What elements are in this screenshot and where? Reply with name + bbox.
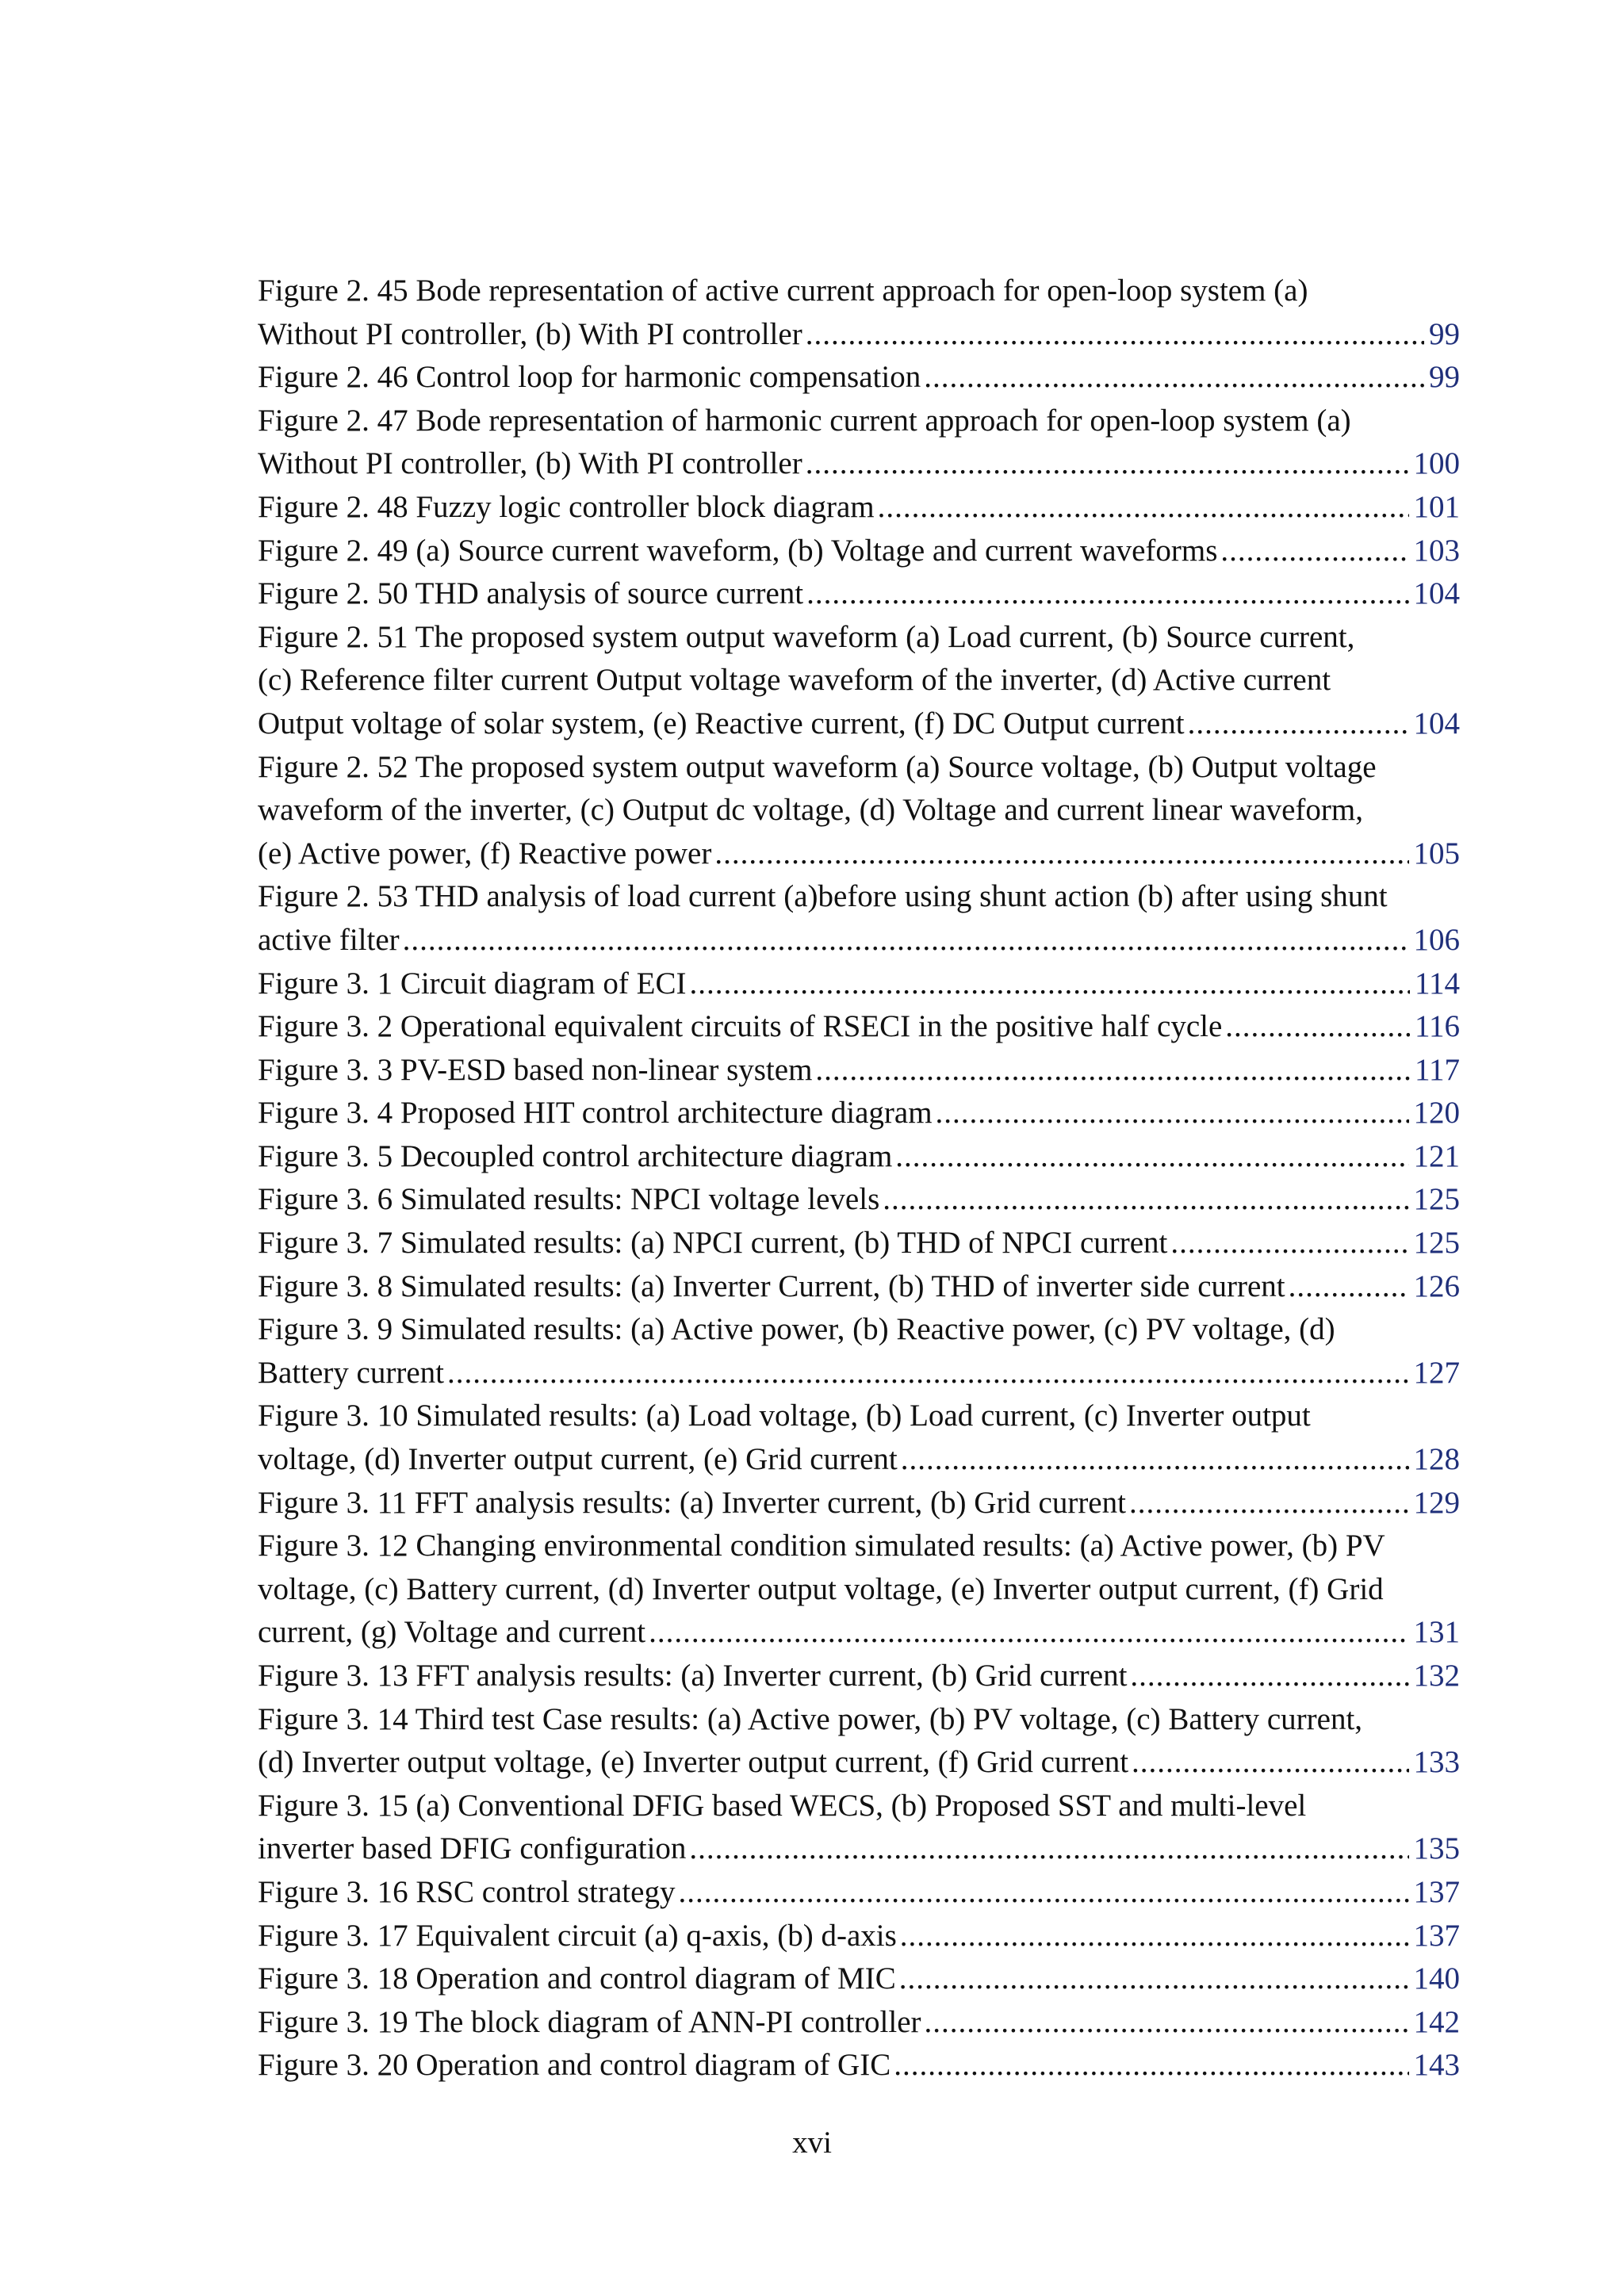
toc-entry-text: Figure 3. 7 Simulated results: (a) NPCI current, (b) THD of NPCI current <box>258 1226 1168 1261</box>
toc-page-link[interactable]: 135 <box>1413 1831 1460 1866</box>
toc-page-link[interactable]: 105 <box>1413 836 1460 871</box>
toc-entry-text: current, (g) Voltage and current <box>258 1615 646 1650</box>
dot-leader <box>1289 1265 1409 1309</box>
toc-entry-text: Figure 3. 13 FFT analysis results: (a) Inverter current, (b) Grid current <box>258 1659 1128 1693</box>
toc-entry-text: Figure 3. 15 (a) Conventional DFIG based WECS, (b) Proposed SST and multi-level <box>258 1788 1307 1823</box>
toc-entry-line <box>258 1222 1460 1265</box>
toc-entry-text: Figure 3. 18 Operation and control diagram of MIC <box>258 1961 896 1996</box>
toc-entry-text: active filter <box>258 922 400 957</box>
toc-entry-text: Figure 3. 14 Third test Case results: (a) Active power, (b) PV voltage, (c) Battery current, <box>258 1701 1363 1736</box>
toc-entry[interactable] <box>258 1308 1460 1395</box>
toc-entry-text: inverter based DFIG configuration <box>258 1831 687 1866</box>
toc-entry[interactable] <box>258 1655 1460 1698</box>
dot-leader <box>447 1352 1409 1395</box>
dot-leader <box>649 1611 1408 1655</box>
toc-entry-text: Battery current <box>258 1355 444 1390</box>
toc-entry-line <box>258 1395 1460 1438</box>
toc-page-link[interactable]: 103 <box>1413 533 1460 568</box>
toc-entry-text: Figure 2. 47 Bode representation of harmonic current approach for open-loop system (a) <box>258 403 1351 438</box>
toc-page-link[interactable]: 101 <box>1413 489 1460 524</box>
toc-entry-line <box>258 1135 1460 1179</box>
dot-leader <box>883 1178 1408 1222</box>
toc-entry-line <box>258 1785 1460 1828</box>
toc-page-link[interactable]: 133 <box>1413 1745 1460 1780</box>
toc-entry-text: voltage, (d) Inverter output current, (e) Grid current <box>258 1442 898 1477</box>
toc-entry-line <box>258 1698 1460 1742</box>
dot-leader <box>1225 1005 1410 1049</box>
toc-entry[interactable] <box>258 875 1460 962</box>
dot-leader <box>806 572 1408 616</box>
dot-leader <box>1130 1655 1408 1698</box>
toc-entry-text: Figure 3. 16 RSC control strategy <box>258 1874 676 1909</box>
dot-leader <box>1170 1222 1408 1265</box>
toc-entry-line <box>258 1178 1460 1222</box>
toc-entry[interactable] <box>258 1135 1460 1179</box>
toc-page-link[interactable]: 104 <box>1413 576 1460 611</box>
toc-entry-line <box>258 572 1460 616</box>
toc-entry-text: Figure 2. 53 THD analysis of load current (a)before using shunt action (b) after using shunt <box>258 879 1388 914</box>
toc-page-link[interactable]: 132 <box>1413 1659 1460 1693</box>
toc-entry-text: (d) Inverter output voltage, (e) Inverter output current, (f) Grid current <box>258 1745 1129 1780</box>
toc-entry[interactable] <box>258 486 1460 530</box>
toc-entry-line <box>258 313 1460 357</box>
toc-page-link[interactable]: 114 <box>1414 966 1460 1001</box>
toc-entry-text: Figure 3. 17 Equivalent circuit (a) q-axis, (b) d-axis <box>258 1918 897 1953</box>
toc-entry-line <box>258 702 1460 746</box>
toc-entry-text: Without PI controller, (b) With PI controller <box>258 446 802 481</box>
toc-entry-line <box>258 442 1460 486</box>
toc-entry[interactable] <box>258 1005 1460 1049</box>
toc-entry-line <box>258 789 1460 832</box>
toc-entry-text: Figure 3. 2 Operational equivalent circuits of RSECI in the positive half cycle <box>258 1009 1223 1044</box>
toc-entry-text: Figure 3. 10 Simulated results: (a) Load voltage, (b) Load current, (c) Inverter output <box>258 1399 1311 1433</box>
dot-leader <box>894 2044 1408 2087</box>
toc-page-link[interactable]: 126 <box>1413 1269 1460 1303</box>
dot-leader <box>1129 1482 1409 1525</box>
toc-entry-text: Output voltage of solar system, (e) Reactive current, (f) DC Output current <box>258 706 1185 740</box>
toc-entry-line <box>258 1308 1460 1352</box>
toc-entry-text: Figure 3. 8 Simulated results: (a) Inverter Current, (b) THD of inverter side current <box>258 1269 1285 1303</box>
toc-entry-line <box>258 919 1460 962</box>
toc-entry-text: Figure 3. 4 Proposed HIT control architecture diagram <box>258 1096 933 1131</box>
dot-leader <box>899 1957 1409 2001</box>
toc-entry[interactable] <box>258 530 1460 573</box>
toc-page-link[interactable]: 104 <box>1413 706 1460 740</box>
toc-page-link[interactable]: 125 <box>1413 1226 1460 1261</box>
toc-page-link[interactable]: 127 <box>1413 1355 1460 1390</box>
toc-entry-line <box>258 2001 1460 2045</box>
toc-entry[interactable] <box>258 1265 1460 1309</box>
dot-leader <box>900 1915 1409 1958</box>
list-of-figures <box>258 270 1460 2087</box>
toc-entry-text: Figure 2. 48 Fuzzy logic controller block diagram <box>258 489 875 524</box>
toc-entry-line <box>258 1049 1460 1093</box>
toc-entry-text: Figure 3. 6 Simulated results: NPCI voltage levels <box>258 1182 880 1217</box>
toc-entry[interactable] <box>258 2001 1460 2045</box>
toc-entry-text: Figure 3. 5 Decoupled control architecture diagram <box>258 1138 893 1173</box>
toc-entry-text: Figure 3. 19 The block diagram of ANN-PI controller <box>258 2004 921 2039</box>
toc-entry[interactable] <box>258 400 1460 486</box>
toc-entry-line <box>258 616 1460 660</box>
toc-page-link[interactable]: 100 <box>1413 446 1460 481</box>
toc-page-link[interactable]: 137 <box>1413 1918 1460 1953</box>
toc-entry-text: waveform of the inverter, (c) Output dc voltage, (d) Voltage and current linear waveform, <box>258 793 1363 828</box>
toc-entry-text: Figure 3. 1 Circuit diagram of ECI <box>258 966 687 1001</box>
toc-entry[interactable] <box>258 1525 1460 1655</box>
toc-entry-line <box>258 1438 1460 1482</box>
toc-entry[interactable] <box>258 1785 1460 1871</box>
toc-entry-line <box>258 1525 1460 1568</box>
dot-leader <box>1188 702 1409 746</box>
toc-entry-line <box>258 1352 1460 1395</box>
toc-entry[interactable] <box>258 1915 1460 1958</box>
toc-entry[interactable] <box>258 572 1460 616</box>
toc-entry-line <box>258 832 1460 876</box>
dot-leader <box>714 832 1408 876</box>
toc-entry-line <box>258 1957 1460 2001</box>
toc-entry-line <box>258 746 1460 790</box>
toc-entry-line <box>258 1655 1460 1698</box>
toc-entry-line <box>258 530 1460 573</box>
dot-leader <box>815 1049 1410 1093</box>
page-number-footer: xvi <box>792 2126 832 2160</box>
toc-entry-line <box>258 659 1460 702</box>
toc-entry-line <box>258 1871 1460 1915</box>
toc-entry-text: Figure 3. 9 Simulated results: (a) Active power, (b) Reactive power, (c) PV voltage, (d) <box>258 1312 1335 1347</box>
toc-entry-text: Figure 3. 11 FFT analysis results: (a) Inverter current, (b) Grid current <box>258 1485 1126 1520</box>
toc-entry-text: voltage, (c) Battery current, (d) Inverter output voltage, (e) Inverter output current, (f) Grid <box>258 1571 1384 1606</box>
dot-leader <box>895 1135 1408 1179</box>
dot-leader <box>678 1871 1408 1915</box>
toc-entry-text: Without PI controller, (b) With PI controller <box>258 316 802 351</box>
toc-entry-line <box>258 1611 1460 1655</box>
toc-entry[interactable] <box>258 1395 1460 1481</box>
toc-page-link[interactable]: 99 <box>1429 316 1460 351</box>
toc-entry-line <box>258 270 1460 313</box>
toc-entry-line <box>258 1827 1460 1871</box>
toc-entry[interactable] <box>258 962 1460 1006</box>
toc-page-link[interactable]: 121 <box>1413 1138 1460 1173</box>
dot-leader <box>806 313 1424 357</box>
toc-page-link[interactable]: 125 <box>1413 1182 1460 1217</box>
toc-entry-text: Figure 2. 52 The proposed system output waveform (a) Source voltage, (b) Output voltage <box>258 749 1377 784</box>
toc-entry-line <box>258 400 1460 443</box>
toc-entry-text: Figure 3. 3 PV-ESD based non-linear system <box>258 1052 813 1087</box>
toc-entry[interactable] <box>258 1698 1460 1785</box>
toc-entry[interactable] <box>258 1482 1460 1525</box>
toc-entry[interactable] <box>258 1222 1460 1265</box>
toc-entry-text: (c) Reference filter current Output voltage waveform of the inverter, (d) Active current <box>258 663 1331 698</box>
toc-entry-text: Figure 2. 45 Bode representation of active current approach for open-loop system (a) <box>258 274 1308 308</box>
toc-page-link[interactable]: 99 <box>1429 360 1460 395</box>
toc-entry-line <box>258 486 1460 530</box>
dot-leader <box>1220 530 1408 573</box>
dot-leader <box>403 919 1409 962</box>
dot-leader <box>924 356 1424 400</box>
toc-entry[interactable] <box>258 1049 1460 1093</box>
toc-entry-line <box>258 2044 1460 2087</box>
toc-page-link[interactable]: 128 <box>1413 1442 1460 1477</box>
toc-page-link[interactable]: 120 <box>1413 1096 1460 1131</box>
dot-leader <box>925 2001 1409 2045</box>
toc-entry-line <box>258 1568 1460 1612</box>
toc-page-link[interactable]: 117 <box>1414 1052 1460 1087</box>
dot-leader <box>901 1438 1409 1482</box>
toc-entry-line <box>258 1265 1460 1309</box>
dot-leader <box>878 486 1409 530</box>
toc-entry[interactable] <box>258 356 1460 400</box>
toc-page-link[interactable]: 137 <box>1413 1874 1460 1909</box>
toc-entry-text: (e) Active power, (f) Reactive power <box>258 836 712 871</box>
toc-entry-line <box>258 875 1460 919</box>
dot-leader <box>689 962 1409 1006</box>
toc-entry-line <box>258 356 1460 400</box>
toc-entry[interactable] <box>258 1957 1460 2001</box>
toc-page-link[interactable]: 131 <box>1413 1615 1460 1650</box>
dot-leader <box>689 1827 1408 1871</box>
toc-entry-text: Figure 3. 12 Changing environmental condition simulated results: (a) Active power, (b) PV <box>258 1529 1385 1563</box>
toc-entry-line <box>258 1741 1460 1785</box>
toc-page-link[interactable]: 116 <box>1414 1009 1460 1044</box>
toc-entry[interactable] <box>258 1178 1460 1222</box>
toc-entry-text: Figure 2. 46 Control loop for harmonic compensation <box>258 360 921 395</box>
toc-entry-text: Figure 2. 49 (a) Source current waveform, (b) Voltage and current waveforms <box>258 533 1218 568</box>
toc-entry[interactable] <box>258 1871 1460 1915</box>
toc-entry[interactable] <box>258 2044 1460 2087</box>
toc-entry-line <box>258 962 1460 1006</box>
toc-entry-line <box>258 1915 1460 1958</box>
toc-entry[interactable] <box>258 616 1460 746</box>
toc-entry-line <box>258 1092 1460 1135</box>
toc-entry-text: Figure 2. 50 THD analysis of source current <box>258 576 804 611</box>
toc-page-link[interactable]: 140 <box>1413 1961 1460 1996</box>
toc-entry[interactable] <box>258 746 1460 876</box>
toc-entry-text: Figure 2. 51 The proposed system output waveform (a) Load current, (b) Source current, <box>258 619 1355 654</box>
toc-entry-line <box>258 1482 1460 1525</box>
toc-page-link[interactable]: 143 <box>1413 2048 1460 2083</box>
dot-leader <box>936 1092 1409 1135</box>
toc-page-link[interactable]: 106 <box>1413 922 1460 957</box>
dot-leader <box>806 442 1409 486</box>
toc-entry[interactable] <box>258 1092 1460 1135</box>
toc-entry-line <box>258 1005 1460 1049</box>
toc-entry-text: Figure 3. 20 Operation and control diagram of GIC <box>258 2048 891 2083</box>
dot-leader <box>1132 1741 1408 1785</box>
toc-entry[interactable] <box>258 270 1460 356</box>
toc-page-link[interactable]: 129 <box>1413 1485 1460 1520</box>
toc-page-link[interactable]: 142 <box>1413 2004 1460 2039</box>
